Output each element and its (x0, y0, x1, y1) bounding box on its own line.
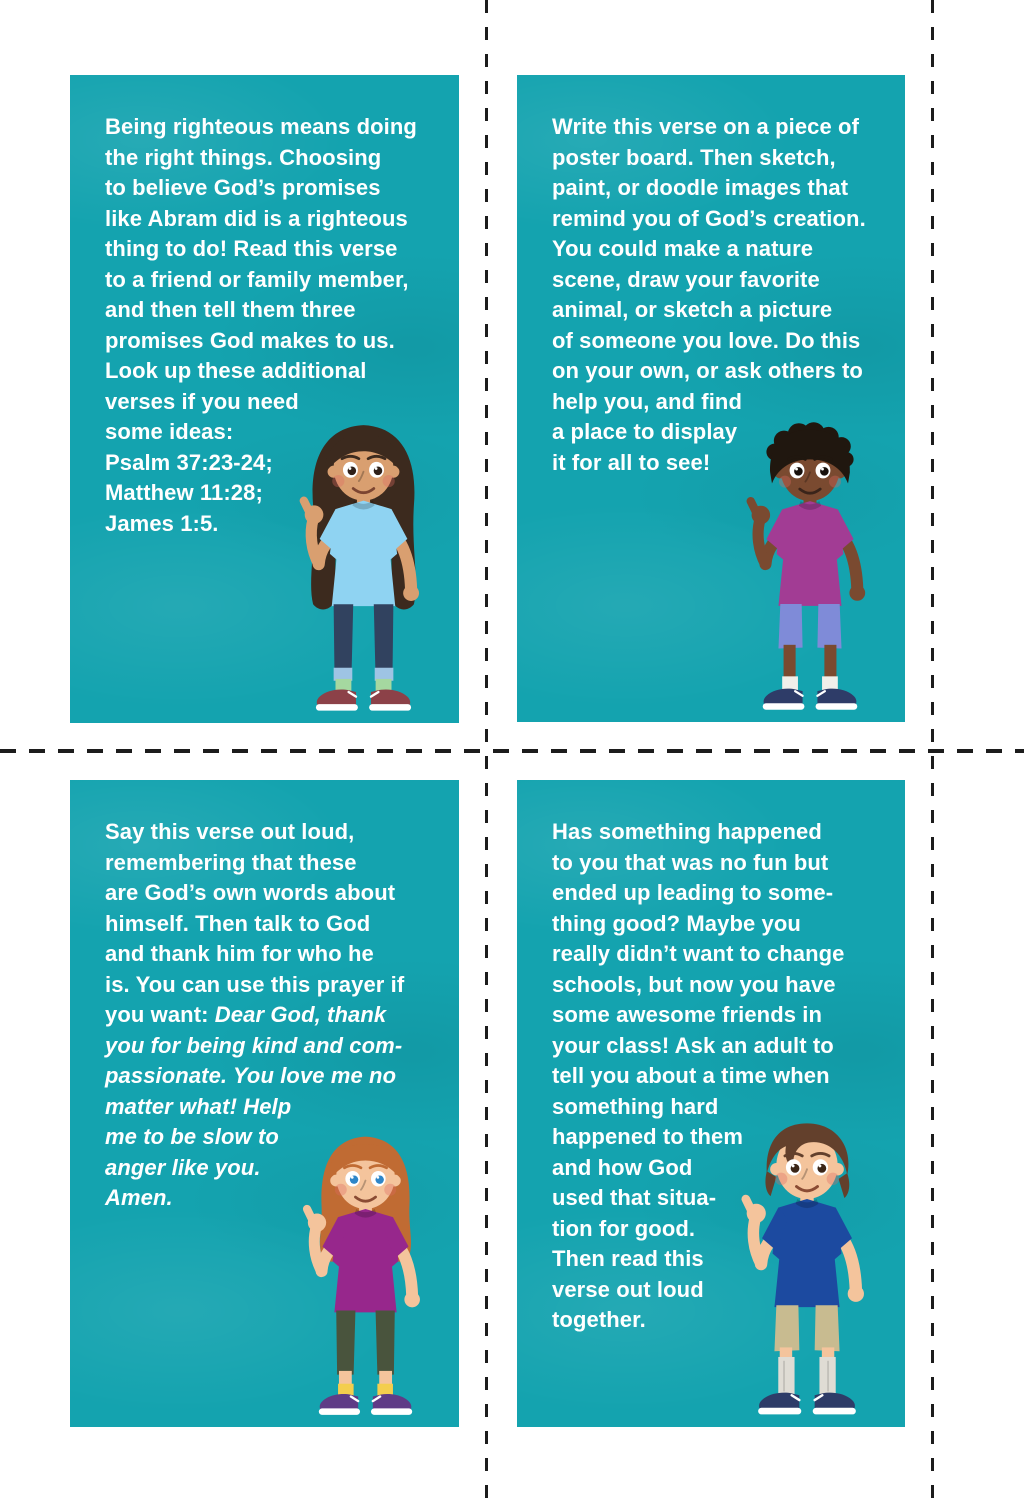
legs-group (336, 1311, 395, 1399)
character-illustration (270, 412, 457, 720)
text-segment: paint, or doodle images that (552, 175, 849, 200)
shirt-group (766, 501, 853, 606)
text-line (105, 234, 447, 265)
prayer-text-segment: you for being kind and com- (105, 1032, 403, 1058)
text-line (105, 204, 447, 235)
text-line (552, 204, 893, 235)
text-segment: really didn’t want to change (552, 941, 845, 966)
cut-line-horizontal-middle (0, 749, 1024, 753)
character-illustration (274, 1122, 457, 1424)
activity-card-poster-board (517, 75, 905, 722)
prayer-text-segment: matter what! Help (105, 1093, 292, 1119)
text-segment: and thank him for who he (105, 941, 374, 966)
text-segment: ended up leading to some- (552, 880, 834, 905)
text-line (552, 970, 893, 1001)
text-segment: like Abram did is a righteous (105, 205, 408, 231)
text-line (552, 143, 893, 174)
text-line (105, 970, 447, 1001)
text-segment: thing good? Maybe you (552, 910, 801, 936)
text-line (552, 234, 893, 265)
text-segment: the right things. Choosing (105, 144, 382, 170)
cut-line-vertical-left (485, 0, 488, 1500)
text-line (552, 1000, 893, 1031)
shoes-group (316, 689, 411, 710)
text-segment: Has something happened (552, 819, 822, 844)
text-segment: to a friend or family member, (105, 266, 409, 292)
text-line (552, 817, 893, 848)
text-segment: something hard (552, 1093, 719, 1119)
prayer-text-segment: anger like you. (105, 1154, 261, 1180)
text-line (105, 817, 447, 848)
text-line (105, 112, 447, 143)
text-line (552, 909, 893, 940)
character-illustration (711, 1108, 903, 1424)
text-line (105, 909, 447, 940)
character-illustration (717, 413, 903, 719)
text-segment: verses if you need (105, 388, 299, 414)
text-line (105, 878, 447, 909)
shoes-group (763, 689, 858, 710)
text-segment: Matthew 11:28; (105, 480, 263, 505)
text-line (552, 878, 893, 909)
text-line (105, 848, 447, 879)
text-line (552, 1031, 893, 1062)
text-line (105, 295, 447, 326)
shoes-group (319, 1394, 412, 1415)
text-segment: to believe God’s promises (105, 175, 381, 200)
shirt-group (762, 1199, 852, 1307)
text-line (105, 356, 447, 387)
text-segment: on your own, or ask others to (552, 358, 863, 383)
text-segment: some awesome friends in (552, 1002, 823, 1027)
head-group (765, 1123, 849, 1207)
text-segment: your class! Ask an adult to (552, 1032, 834, 1058)
activity-card-say-verse-prayer (70, 780, 459, 1427)
text-segment: to you that was no fun but (552, 849, 829, 875)
text-segment: Say this verse out loud, (105, 819, 355, 844)
text-line (105, 1092, 447, 1123)
prayer-text-segment: passionate. You love me no (105, 1063, 397, 1088)
text-segment: happened to them (552, 1124, 744, 1149)
text-segment: promises God makes to us. (105, 327, 395, 353)
text-line (552, 112, 893, 143)
text-line (552, 848, 893, 879)
text-segment: Look up these additional (105, 358, 367, 383)
text-line (105, 143, 447, 174)
text-segment: help you, and find (552, 388, 743, 414)
text-segment: and then tell them three (105, 297, 356, 322)
activity-card-hard-to-good (517, 780, 905, 1427)
text-line (552, 295, 893, 326)
text-segment: of someone you love. Do this (552, 327, 861, 353)
cut-line-vertical-right (931, 0, 934, 1500)
text-segment: himself. Then talk to God (105, 910, 371, 936)
prayer-text-segment: me to be slow to (105, 1124, 279, 1149)
text-line (105, 1061, 447, 1092)
text-segment: are God’s own words about (105, 880, 396, 905)
text-segment: scene, draw your favorite (552, 266, 820, 292)
prayer-text-segment: Amen. (105, 1185, 173, 1210)
text-segment: used that situa- (552, 1185, 717, 1210)
text-segment: and how God (552, 1154, 693, 1180)
text-segment: remembering that these (105, 849, 357, 875)
text-segment: Being righteous means doing (105, 114, 417, 139)
shirt-group (322, 1209, 408, 1312)
text-line (552, 939, 893, 970)
text-segment: James 1:5. (105, 510, 219, 536)
text-segment: thing to do! Read this verse (105, 236, 398, 261)
text-segment: schools, but now you have (552, 971, 836, 997)
text-segment: tell you about a time when (552, 1063, 830, 1088)
legs-group (778, 604, 841, 693)
text-line (552, 326, 893, 357)
text-segment: verse out loud (552, 1276, 704, 1302)
text-segment: some ideas: (105, 419, 234, 444)
text-line (552, 265, 893, 296)
text-segment: Then read this (552, 1246, 704, 1271)
text-line (105, 1031, 447, 1062)
text-segment: You could make a nature (552, 236, 814, 261)
text-line (552, 173, 893, 204)
activity-card-being-righteous (70, 75, 459, 723)
text-segment: together. (552, 1307, 646, 1332)
legs-group (774, 1305, 839, 1397)
text-segment: you want: (105, 1002, 215, 1027)
shoes-group (758, 1393, 856, 1415)
text-segment: tion for good. (552, 1215, 696, 1241)
text-segment: it for all to see! (552, 449, 711, 475)
text-segment: a place to display (552, 419, 738, 444)
text-line (105, 326, 447, 357)
text-segment: animal, or sketch a picture (552, 297, 833, 322)
text-line (552, 1061, 893, 1092)
text-segment: poster board. Then sketch, (552, 144, 836, 170)
head-group (766, 422, 853, 509)
text-line (552, 356, 893, 387)
text-segment: Write this verse on a piece of (552, 114, 860, 139)
text-line (105, 265, 447, 296)
text-segment: is. You can use this prayer if (105, 971, 405, 997)
text-line (105, 173, 447, 204)
prayer-text-segment: Dear God, thank (214, 1002, 387, 1027)
text-segment: Psalm 37:23-24; (105, 449, 273, 475)
text-line (105, 1000, 447, 1031)
text-segment: remind you of God’s creation. (552, 205, 866, 231)
text-line (105, 939, 447, 970)
legs-group (334, 604, 394, 694)
